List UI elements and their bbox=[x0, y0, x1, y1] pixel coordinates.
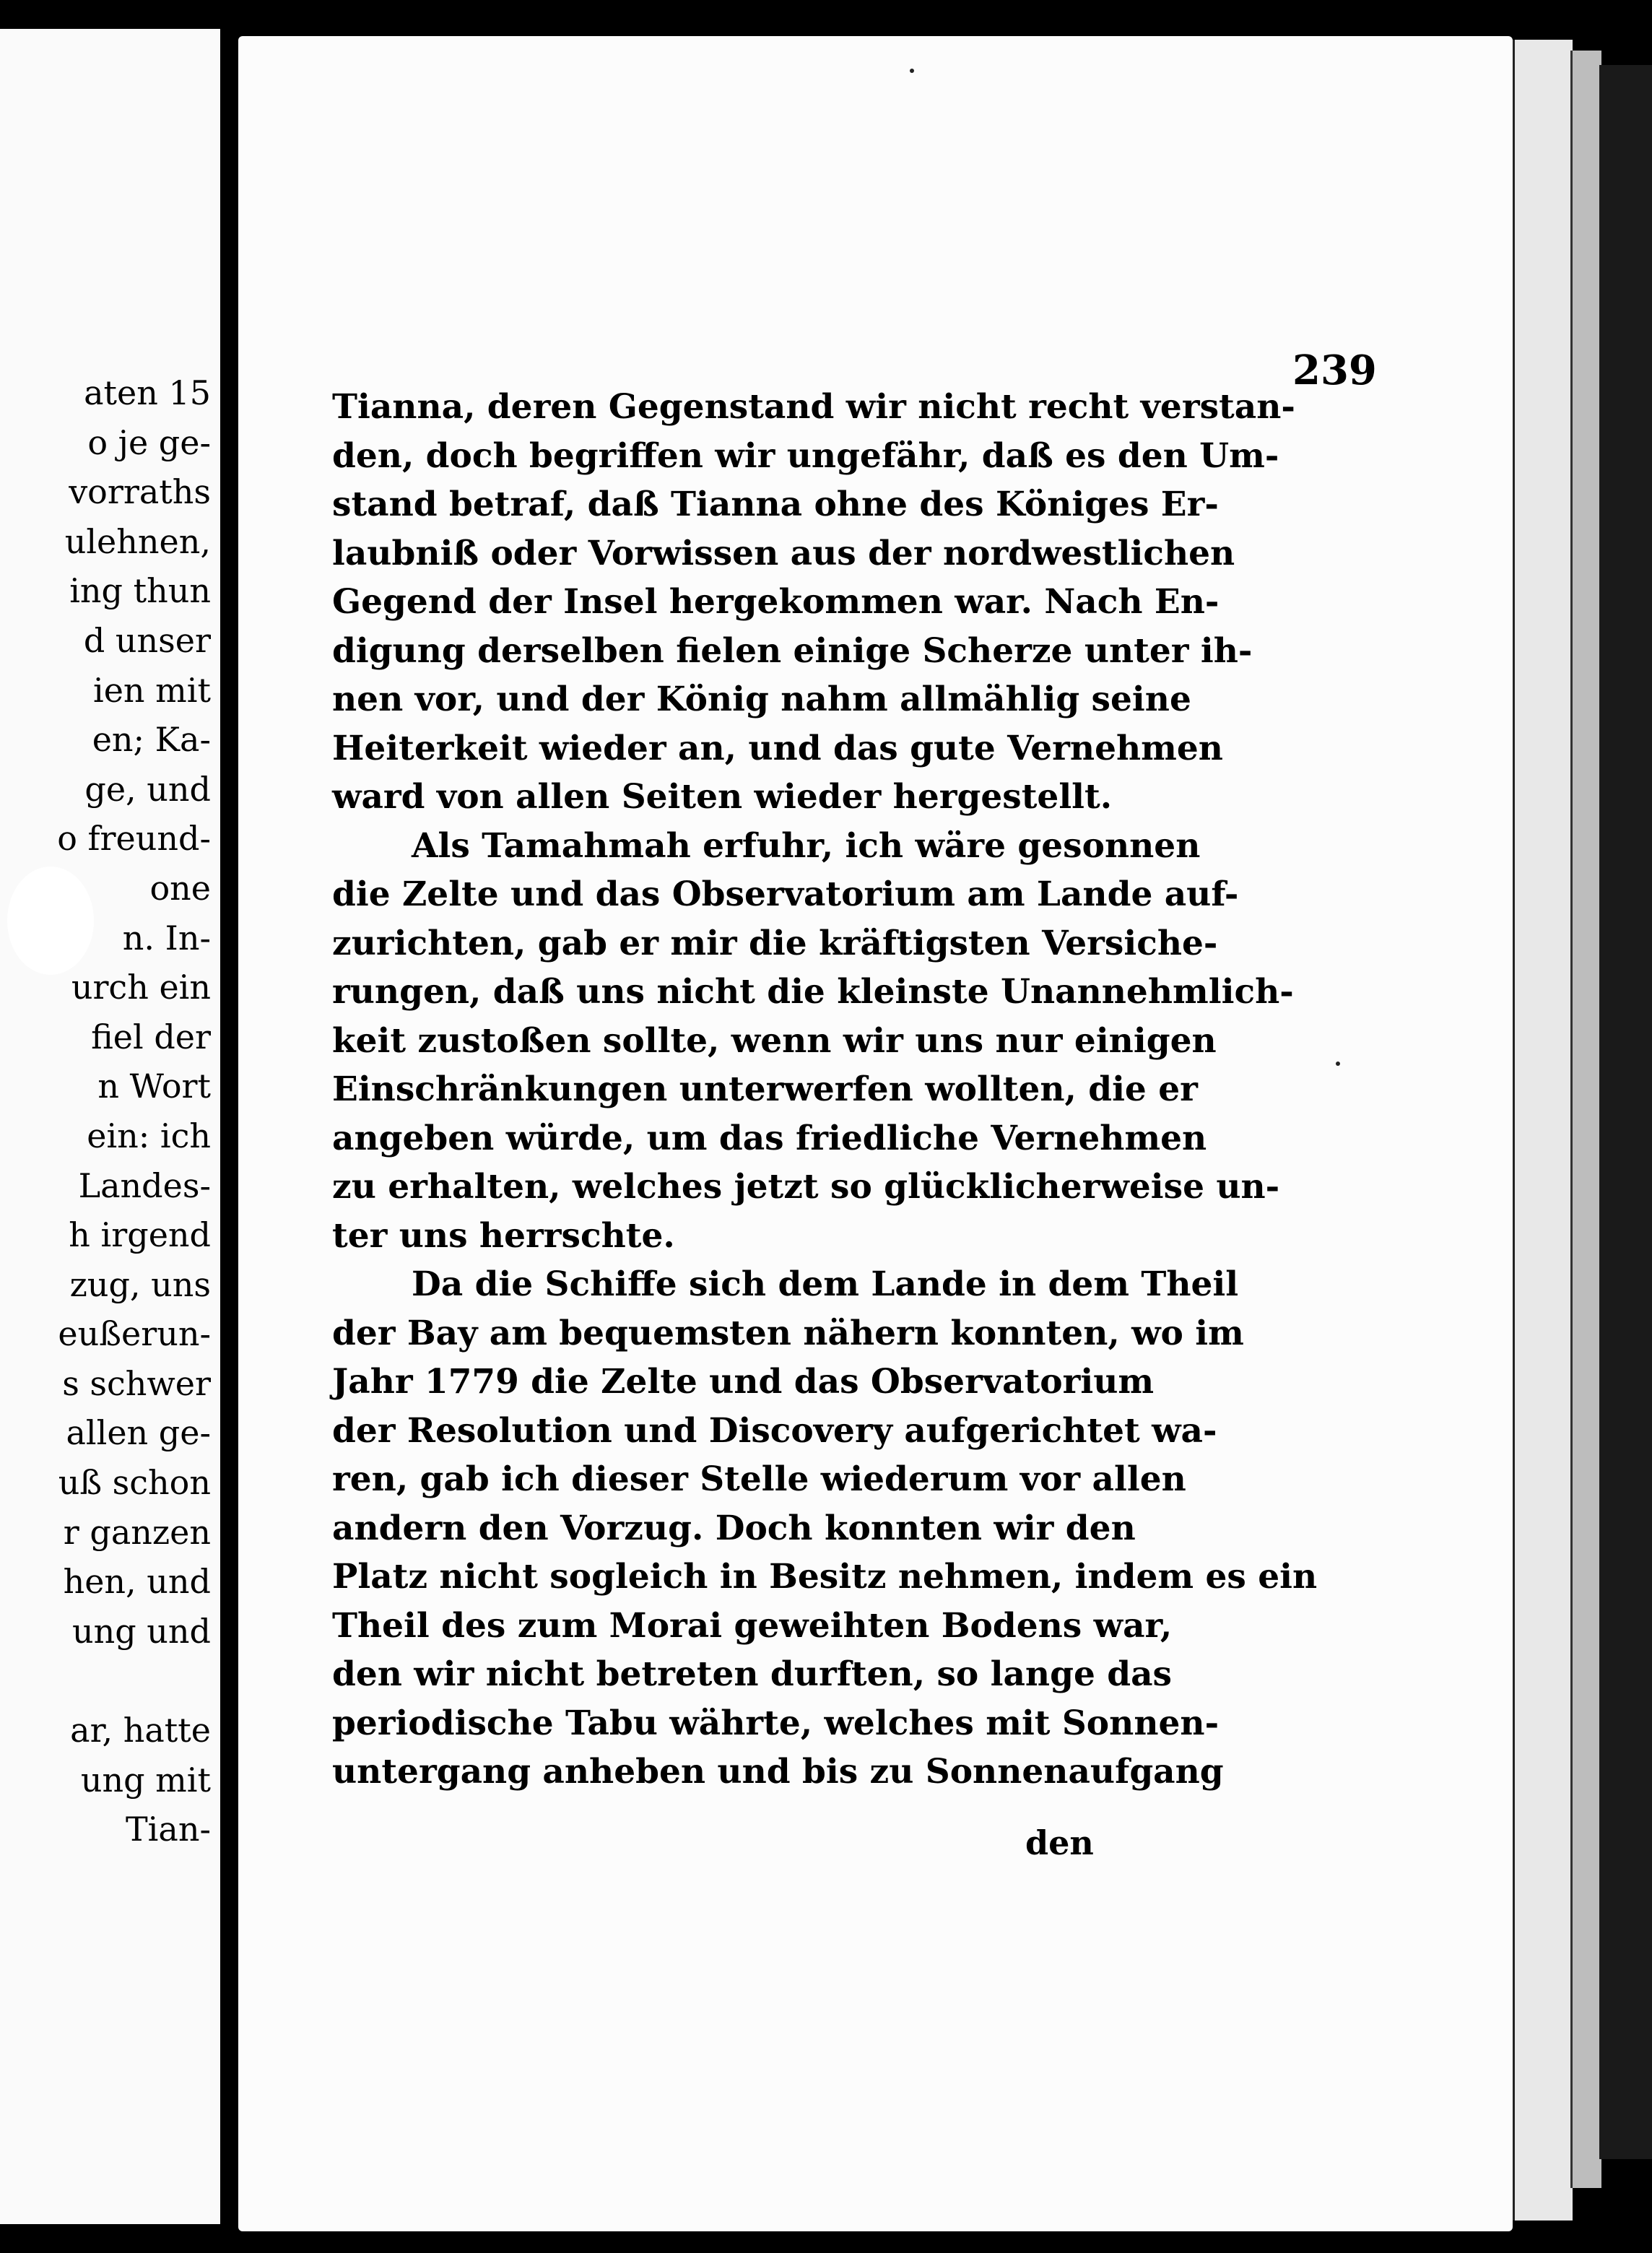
body-text bbox=[332, 383, 1318, 1797]
text-line: Jahr 1779 die Zelte und das Observatorium bbox=[332, 1362, 1155, 1402]
left-page-line: ulehnen, bbox=[64, 521, 211, 561]
left-page-line: vorraths bbox=[69, 472, 211, 512]
catchword: den bbox=[1025, 1823, 1094, 1862]
left-page-line: Tian- bbox=[126, 1810, 211, 1849]
text-line: nen vor, und der König nahm allmählig seine bbox=[332, 680, 1191, 719]
left-page-line: ung und bbox=[71, 1611, 211, 1651]
left-page-line: eußerun- bbox=[58, 1314, 211, 1354]
text-line: Einschränkungen unterwerfen wollten, die er bbox=[332, 1069, 1198, 1109]
text-line: andern den Vorzug. Doch konnten wir den bbox=[332, 1508, 1136, 1548]
left-page-line: n Wort bbox=[97, 1067, 211, 1106]
main-page bbox=[238, 36, 1513, 2231]
page-number: 239 bbox=[1292, 347, 1377, 394]
text-line: laubniß oder Vorwissen aus der nordwestlichen bbox=[332, 533, 1235, 573]
text-line: Als Tamahmah erfuhr, ich wäre gesonnen bbox=[412, 825, 1201, 866]
text-line: digung derselben fielen einige Scherze unter ih- bbox=[332, 630, 1253, 671]
left-page-line: h irgend bbox=[69, 1215, 211, 1255]
text-line: ter uns herrschte. bbox=[332, 1215, 675, 1256]
left-page-line: ing thun bbox=[69, 571, 211, 611]
left-page-line: d unser bbox=[83, 620, 211, 660]
left-page-line: ien mit bbox=[93, 670, 211, 710]
text-line: zu erhalten, welches jetzt so glücklicherweise un- bbox=[332, 1167, 1280, 1207]
page-hole bbox=[7, 867, 94, 975]
left-page-line: ein: ich bbox=[87, 1116, 211, 1155]
text-line: ward von allen Seiten wieder hergestellt. bbox=[332, 777, 1113, 817]
left-page-line: urch ein bbox=[71, 968, 211, 1007]
text-line: ren, gab ich dieser Stelle wiederum vor allen bbox=[332, 1459, 1186, 1499]
text-line: den, doch begriffen wir ungefähr, daß es den Um- bbox=[332, 435, 1279, 476]
left-page-line: en; Ka- bbox=[92, 720, 211, 760]
text-line: untergang anheben und bis zu Sonnenaufgang bbox=[332, 1752, 1224, 1792]
text-line: stand betraf, daß Tianna ohne des Königes Er- bbox=[332, 485, 1219, 524]
left-page-fragment bbox=[0, 29, 225, 2224]
text-line: der Resolution und Discovery aufgerichtet wa- bbox=[332, 1410, 1217, 1451]
left-page-line: zug, uns bbox=[69, 1264, 211, 1304]
left-page-line: hen, und bbox=[63, 1562, 211, 1602]
left-page-line: s schwer bbox=[62, 1363, 211, 1403]
left-page-line: o je ge- bbox=[87, 422, 211, 462]
left-page-line: allen ge- bbox=[66, 1413, 211, 1453]
text-line: Tianna, deren Gegenstand wir nicht recht verstan- bbox=[332, 387, 1295, 427]
text-line: den wir nicht betreten durften, so lange das bbox=[332, 1654, 1172, 1694]
paper-speck bbox=[1336, 1062, 1340, 1066]
text-line: Theil des zum Morai geweihten Bodens war, bbox=[332, 1605, 1173, 1646]
page-edge bbox=[1513, 40, 1573, 2221]
left-page-line: one bbox=[149, 868, 211, 908]
text-line: rungen, daß uns nicht die kleinste Unannehmlich- bbox=[332, 972, 1294, 1012]
page-edge bbox=[1599, 65, 1652, 2159]
text-line: zurichten, gab er mir die kräftigsten Versiche- bbox=[332, 923, 1218, 963]
page-edge bbox=[1570, 51, 1601, 2188]
left-page-line: n. In- bbox=[122, 918, 211, 958]
left-page-line: o freund- bbox=[57, 819, 211, 859]
left-page-line: ar, hatte bbox=[70, 1711, 211, 1750]
text-line: periodische Tabu währte, welches mit Sonnen- bbox=[332, 1703, 1220, 1743]
left-page-text bbox=[0, 368, 217, 1854]
text-line: angeben würde, um das friedliche Vernehmen bbox=[332, 1118, 1207, 1158]
left-page-line: uß schon bbox=[58, 1463, 211, 1503]
left-page-line bbox=[0, 1656, 217, 1706]
left-page-line: Landes- bbox=[78, 1165, 211, 1205]
text-line: Platz nicht sogleich in Besitz nehmen, indem es ein bbox=[332, 1557, 1318, 1597]
text-line: Gegend der Insel hergekommen war. Nach En- bbox=[332, 582, 1220, 622]
text-line: Heiterkeit wieder an, und das gute Vernehmen bbox=[332, 728, 1223, 768]
text-line: Da die Schiffe sich dem Lande in dem Theil bbox=[412, 1264, 1239, 1304]
text-line: der Bay am bequemsten nähern konnten, wo im bbox=[332, 1313, 1244, 1353]
left-page-line: ge, und bbox=[84, 769, 211, 809]
text-line: keit zustoßen sollte, wenn wir uns nur einigen bbox=[332, 1020, 1217, 1061]
paper-speck bbox=[910, 69, 914, 73]
left-page-line: fiel der bbox=[91, 1017, 211, 1056]
left-page-line: ung mit bbox=[80, 1760, 211, 1800]
left-page-line: aten 15 bbox=[84, 373, 211, 412]
text-line: die Zelte und das Observatorium am Lande auf- bbox=[332, 874, 1239, 914]
left-page-line: r ganzen bbox=[63, 1512, 211, 1552]
